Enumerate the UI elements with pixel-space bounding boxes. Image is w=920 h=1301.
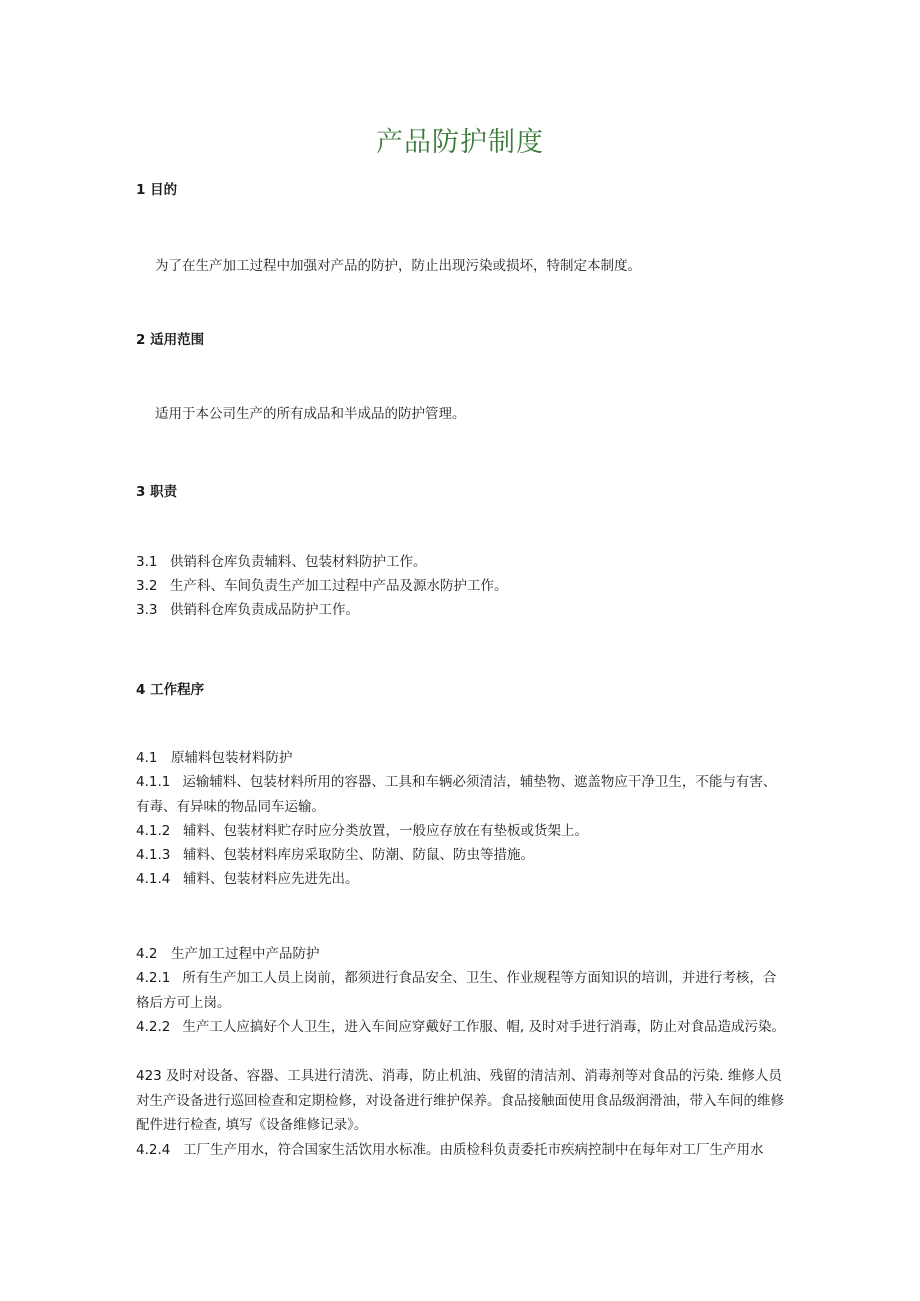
item-number: 4.1 xyxy=(136,750,158,766)
list-item xyxy=(136,867,359,891)
item-text: 辅料、包装材料贮存时应分类放置，一般应存放在有垫板或货架上。 xyxy=(183,823,588,839)
item-number: 4.2.4 xyxy=(136,1142,171,1158)
item-number: 423 xyxy=(136,1068,162,1084)
page-title: 产品防护制度 xyxy=(376,127,544,158)
section-2-heading: 2 适用范围 xyxy=(136,332,205,348)
list-item xyxy=(136,1064,786,1138)
item-number: 4.1.1 xyxy=(136,774,171,790)
list-item xyxy=(136,770,786,819)
item-text: 辅料、包装材料应先进先出。 xyxy=(183,871,359,887)
list-item xyxy=(136,819,588,843)
item-number: 3.1 xyxy=(136,554,158,570)
list-item xyxy=(136,550,427,574)
section-4-heading: 4 工作程序 xyxy=(136,682,205,698)
list-item xyxy=(136,1138,764,1162)
list-item xyxy=(136,843,534,867)
section-1-heading: 1 目的 xyxy=(136,182,178,198)
item-number: 4.2 xyxy=(136,946,158,962)
item-text: 生产工人应搞好个人卫生，进入车间应穿戴好工作服、帽, 及时对手进行消毒，防止对食品造成污染。 xyxy=(182,1019,785,1035)
item-text: 所有生产加工人员上岗前，都须进行食品安全、卫生、作业规程等方面知识的培训，并进行考核，合格后方可上岗。 xyxy=(136,970,777,1011)
item-number: 3.3 xyxy=(136,602,158,618)
list-item xyxy=(136,574,508,598)
item-number: 4.1.4 xyxy=(136,871,171,887)
item-text: 运输辅料、包装材料所用的容器、工具和车辆必须清洁，辅垫物、遮盖物应干净卫生，不能与有害、有毒、有异味的物品同车运输。 xyxy=(136,774,777,815)
subsection-4-2-heading xyxy=(136,942,320,966)
item-number: 3.2 xyxy=(136,578,158,594)
section-1-text: 为了在生产加工过程中加强对产品的防护，防止出现污染或损坏，特制定本制度。 xyxy=(155,258,641,274)
item-text: 辅料、包装材料库房采取防尘、防潮、防鼠、防虫等措施。 xyxy=(183,847,534,863)
item-number: 4.2.1 xyxy=(136,970,171,986)
item-number: 4.1.3 xyxy=(136,847,171,863)
item-text: 生产加工过程中产品防护 xyxy=(171,946,320,962)
item-number: 4.2.2 xyxy=(136,1019,171,1035)
subsection-4-1-heading xyxy=(136,746,293,770)
item-text: 工厂生产用水，符合国家生活饮用水标准。由质检科负责委托市疾病控制中在每年对工厂生产用水 xyxy=(183,1142,764,1158)
item-text: 生产科、车间负责生产加工过程中产品及源水防护工作。 xyxy=(170,578,508,594)
item-text: 原辅料包装材料防护 xyxy=(171,750,293,766)
list-item xyxy=(136,966,786,1015)
section-2-text: 适用于本公司生产的所有成品和半成品的防护管理。 xyxy=(155,406,466,422)
item-text: 供销科仓库负责成品防护工作。 xyxy=(170,602,359,618)
section-3-heading: 3 职责 xyxy=(136,484,178,500)
list-item xyxy=(136,598,359,622)
item-number: 4.1.2 xyxy=(136,823,171,839)
item-text: 供销科仓库负责辅料、包装材料防护工作。 xyxy=(170,554,427,570)
list-item xyxy=(136,1015,786,1040)
item-text: 及时对设备、容器、工具进行清洗、消毒，防止机油、残留的清洁剂、消毒剂等对食品的污染. 维修人员对生产设备进行巡回检查和定期检修，对设备进行维护保养。食品接触面使用食品级润滑油，带入车间的维修配件进行检查, 填写《设备维修记录》。 xyxy=(136,1068,784,1133)
